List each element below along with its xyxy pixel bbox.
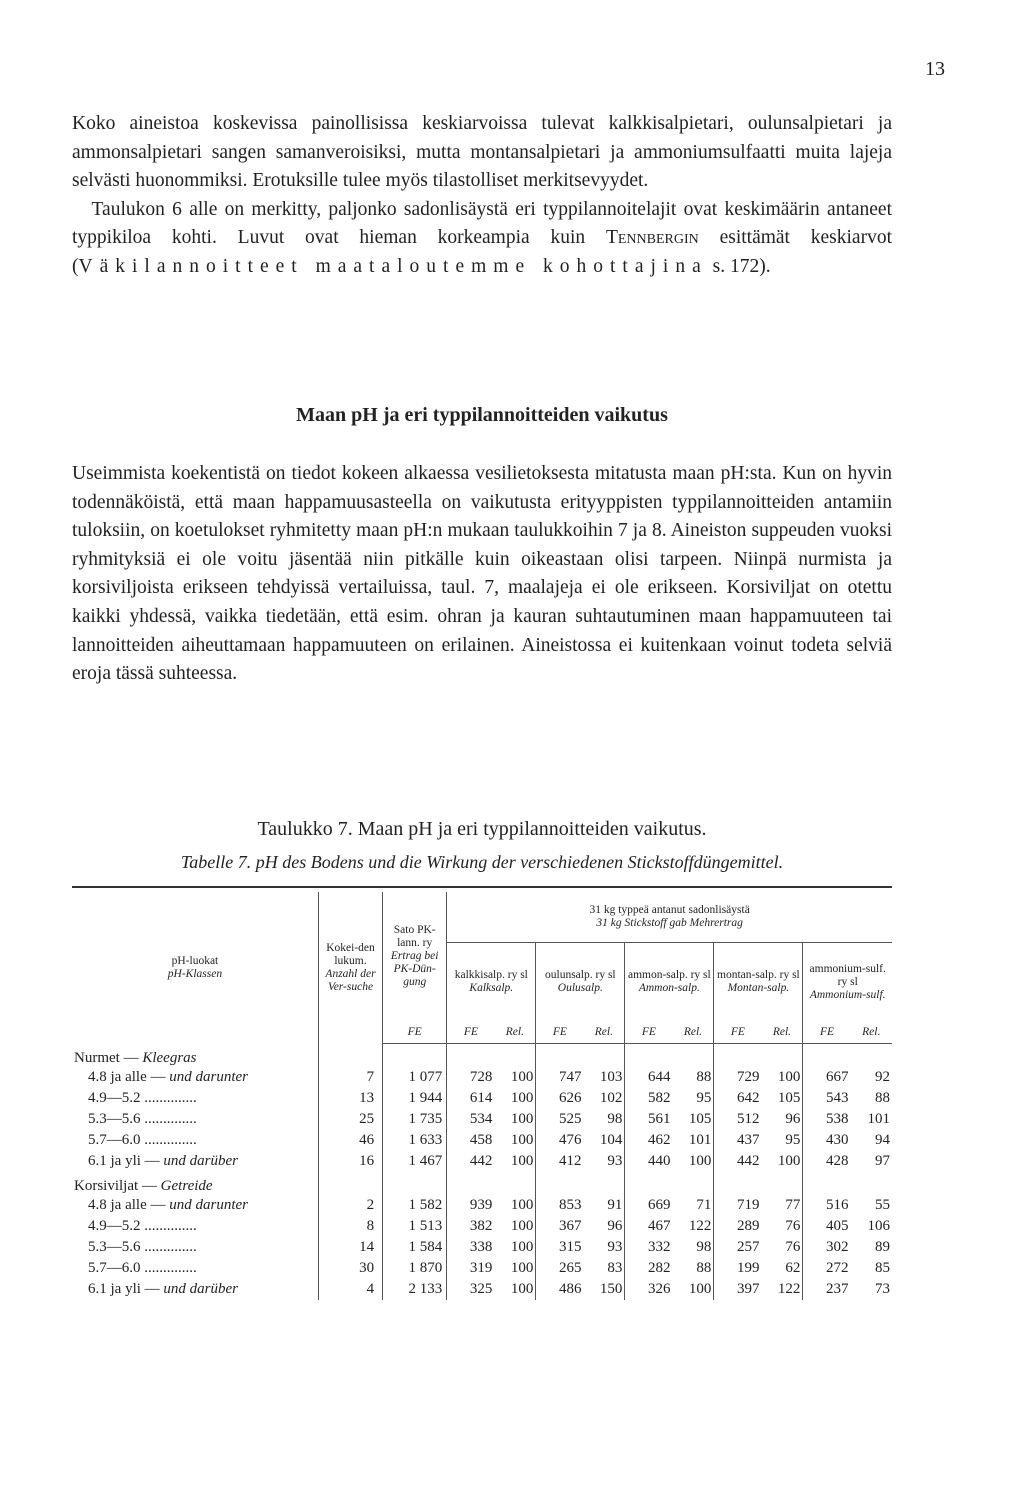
header-ph	[72, 892, 318, 1044]
table-row	[72, 1258, 892, 1279]
table-caption-de: Tabelle 7. pH des Bodens und die Wirkung der verschiedenen Stickstoffdüngemittel.	[180, 852, 784, 872]
header-yield	[383, 892, 447, 1021]
unit-rel: Rel.	[494, 1021, 535, 1044]
increase-fe: 614	[447, 1088, 495, 1109]
pk-yield: 1 077	[383, 1067, 447, 1088]
increase-rel: 100	[510, 1259, 534, 1276]
unit-rel: Rel.	[672, 1021, 713, 1044]
increase-fe: 538	[803, 1109, 851, 1130]
increase-fe: 467	[625, 1216, 673, 1237]
ph-class-fi: 5.7—6.0 ..............	[88, 1131, 197, 1148]
pk-yield: 1 467	[383, 1151, 447, 1172]
increase-fe: 853	[536, 1195, 584, 1216]
increase-fe: 729	[714, 1067, 762, 1088]
section-body	[72, 460, 892, 689]
ph-class-fi: 4.8 ja alle —	[88, 1068, 170, 1085]
unit-fe: FE	[447, 1021, 495, 1044]
trial-count: 4	[318, 1279, 382, 1300]
header-sulf-de: Ammonium-sulf.	[809, 988, 886, 1001]
increase-rel: 105	[688, 1110, 712, 1127]
group-label	[72, 1044, 318, 1067]
header-ammon-fi: ammon-salp. ry sl	[627, 969, 711, 981]
ph-class-fi: 4.8 ja alle —	[88, 1196, 170, 1213]
increase-fe: 516	[803, 1195, 851, 1216]
increase-fe: 237	[803, 1279, 851, 1300]
intro-text	[72, 110, 892, 282]
increase-rel: 89	[875, 1238, 890, 1255]
increase-fe: 326	[625, 1279, 673, 1300]
table-row	[72, 1237, 892, 1258]
trial-count: 14	[318, 1237, 382, 1258]
trial-count: 46	[318, 1130, 382, 1151]
increase-fe: 199	[714, 1258, 762, 1279]
increase-rel: 100	[510, 1089, 534, 1106]
ph-class-label	[72, 1237, 318, 1258]
increase-fe: 325	[447, 1279, 495, 1300]
increase-fe: 265	[536, 1258, 584, 1279]
header-ammon-de: Ammon-salp.	[638, 982, 700, 994]
increase-fe: 272	[803, 1258, 851, 1279]
intro-p2-part-b: esittämät keskiarvot (	[72, 227, 893, 277]
increase-fe: 442	[447, 1151, 495, 1172]
ph-class-label	[72, 1195, 318, 1216]
cited-title: Väkilannoitteet maataloutemme kohottajina	[78, 255, 708, 277]
unit-fe: FE	[383, 1021, 447, 1044]
pk-yield: 1 633	[383, 1130, 447, 1151]
increase-fe: 939	[447, 1195, 495, 1216]
header-group	[447, 892, 892, 943]
ph-class-de: und darüber	[163, 1280, 239, 1297]
increase-rel: 55	[875, 1196, 890, 1213]
pk-yield: 1 870	[383, 1258, 447, 1279]
table-row	[72, 1130, 892, 1151]
ph-class-fi: 4.9—5.2 ..............	[88, 1089, 197, 1106]
header-yield-fi: Sato PK-lann. ry	[393, 924, 436, 949]
table-row	[72, 1067, 892, 1088]
increase-fe: 534	[447, 1109, 495, 1130]
header-oulu	[536, 943, 625, 1022]
header-montan	[714, 943, 803, 1022]
table-top-rule	[72, 886, 892, 888]
ph-class-fi: 5.7—6.0 ..............	[88, 1259, 197, 1276]
group-name-de: Getreide	[160, 1177, 213, 1194]
group-row	[72, 1044, 892, 1067]
increase-fe: 257	[714, 1237, 762, 1258]
increase-rel: 122	[688, 1217, 712, 1234]
section-heading: Maan pH ja eri typpilannoitteiden vaikutus	[296, 404, 668, 426]
header-sulf	[803, 943, 892, 1022]
trial-count: 16	[318, 1151, 382, 1172]
group-name-fi: Nurmet —	[74, 1049, 143, 1066]
header-group-fi: 31 kg typpeä antanut sadonlisäystä	[589, 904, 750, 916]
increase-rel: 95	[696, 1089, 712, 1106]
increase-rel: 100	[777, 1152, 801, 1169]
increase-fe: 428	[803, 1151, 851, 1172]
trial-count: 25	[318, 1109, 382, 1130]
increase-fe: 332	[625, 1237, 673, 1258]
increase-fe: 719	[714, 1195, 762, 1216]
table-row	[72, 1195, 892, 1216]
table-row	[72, 1216, 892, 1237]
header-ph-de: pH-Klassen	[167, 967, 223, 980]
increase-fe: 747	[536, 1067, 584, 1088]
header-kalk-de: Kalksalp.	[469, 982, 514, 994]
increase-rel: 96	[607, 1217, 623, 1234]
ph-class-label	[72, 1279, 318, 1300]
increase-fe: 412	[536, 1151, 584, 1172]
ph-class-de: und darüber	[163, 1152, 239, 1169]
increase-fe: 382	[447, 1216, 495, 1237]
pk-yield: 1 582	[383, 1195, 447, 1216]
group-name-de: Kleegras	[142, 1049, 197, 1066]
increase-fe: 626	[536, 1088, 584, 1109]
header-count-de: Anzahl der Ver-suche	[325, 967, 376, 993]
increase-rel: 100	[777, 1068, 801, 1085]
increase-fe: 405	[803, 1216, 851, 1237]
ph-class-label	[72, 1130, 318, 1151]
increase-fe: 437	[714, 1130, 762, 1151]
header-kalk	[447, 943, 536, 1022]
intro-p2-part-a: Taulukon 6 alle on merkitty, paljonko sadonlisäystä eri typpilannoitelajit ovat keskimäärin antaneet typpikiloa kohti. Luvut ovat hieman korkeampia kuin	[72, 198, 892, 249]
increase-rel: 100	[510, 1196, 534, 1213]
pk-yield: 2 133	[383, 1279, 447, 1300]
increase-rel: 100	[510, 1068, 534, 1085]
increase-rel: 88	[696, 1259, 712, 1276]
increase-rel: 103	[599, 1068, 623, 1085]
ph-class-fi: 5.3—5.6 ..............	[88, 1238, 197, 1255]
increase-fe: 642	[714, 1088, 762, 1109]
trial-count: 8	[318, 1216, 382, 1237]
increase-rel: 76	[785, 1238, 801, 1255]
increase-rel: 102	[599, 1089, 623, 1106]
increase-fe: 525	[536, 1109, 584, 1130]
intro-paragraph-1: Koko aineistoa koskevissa painollisissa keskiarvoissa tulevat kalkkisalpietari, oulunsalpietari ja ammonsalpietari sangen samanveroisiksi, mutta montansalpietari ja ammoniumsulfaatti muita lajeja selvästi huonommiksi. Erotuksille tulee myös tilastolliset merkitsevyydet.	[72, 113, 892, 192]
increase-rel: 93	[607, 1238, 623, 1255]
header-count	[318, 892, 382, 1044]
increase-rel: 96	[785, 1110, 801, 1127]
increase-rel: 88	[696, 1068, 712, 1085]
increase-rel: 98	[696, 1238, 712, 1255]
table-body	[72, 1044, 892, 1300]
header-group-de: 31 kg Stickstoff gab Mehrertrag	[596, 917, 743, 929]
page-number: 13	[925, 58, 945, 80]
intro-p2-part-c: s. 172).	[707, 255, 771, 277]
trial-count: 2	[318, 1195, 382, 1216]
increase-rel: 122	[777, 1280, 801, 1297]
increase-rel: 94	[875, 1131, 890, 1148]
ph-class-label	[72, 1088, 318, 1109]
increase-fe: 440	[625, 1151, 673, 1172]
increase-rel: 100	[510, 1152, 534, 1169]
increase-rel: 83	[607, 1259, 623, 1276]
trial-count: 30	[318, 1258, 382, 1279]
ph-class-fi: 5.3—5.6 ..............	[88, 1110, 197, 1127]
increase-fe: 728	[447, 1067, 495, 1088]
data-table	[72, 892, 892, 1300]
increase-fe: 669	[625, 1195, 673, 1216]
group-row	[72, 1172, 892, 1195]
increase-rel: 100	[510, 1238, 534, 1255]
pk-yield: 1 944	[383, 1088, 447, 1109]
ph-class-fi: 6.1 ja yli —	[88, 1280, 164, 1297]
header-oulu-de: Oulusalp.	[557, 982, 603, 994]
unit-fe: FE	[625, 1021, 673, 1044]
ph-class-fi: 6.1 ja yli —	[88, 1152, 164, 1169]
table-row	[72, 1279, 892, 1300]
header-sulf-fi: ammonium-sulf. ry sl	[809, 962, 886, 988]
increase-rel: 71	[696, 1196, 712, 1213]
ph-class-de: und darunter	[169, 1196, 248, 1213]
table-row	[72, 1088, 892, 1109]
increase-fe: 543	[803, 1088, 851, 1109]
table-row	[72, 1109, 892, 1130]
increase-rel: 97	[875, 1152, 890, 1169]
header-ammon	[625, 943, 714, 1022]
increase-fe: 397	[714, 1279, 762, 1300]
increase-rel: 106	[867, 1217, 890, 1234]
increase-rel: 91	[607, 1196, 623, 1213]
increase-fe: 282	[625, 1258, 673, 1279]
increase-fe: 561	[625, 1109, 673, 1130]
pk-yield: 1 584	[383, 1237, 447, 1258]
ph-class-label	[72, 1151, 318, 1172]
increase-rel: 101	[688, 1131, 712, 1148]
increase-fe: 582	[625, 1088, 673, 1109]
increase-rel: 105	[777, 1089, 801, 1106]
header-oulu-fi: oulunsalp. ry sl	[545, 969, 616, 981]
table-caption-fi: Taulukko 7. Maan pH ja eri typpilannoitteiden vaikutus.	[257, 818, 707, 840]
pk-yield: 1 735	[383, 1109, 447, 1130]
ph-class-de: und darunter	[169, 1068, 248, 1085]
ph-class-label	[72, 1216, 318, 1237]
increase-rel: 88	[875, 1089, 890, 1106]
increase-fe: 486	[536, 1279, 584, 1300]
table-row	[72, 1151, 892, 1172]
increase-rel: 100	[510, 1131, 534, 1148]
increase-rel: 77	[785, 1196, 801, 1213]
header-yield-de: Ertrag bei PK-Dün-gung	[390, 950, 439, 988]
increase-fe: 458	[447, 1130, 495, 1151]
increase-rel: 98	[607, 1110, 623, 1127]
section-paragraph: Useimmista koekentistä on tiedot kokeen alkaessa vesilietoksesta mitatusta maan pH:sta. Kun on hyvin todennäköistä, että maan happamuusasteella on vaikutusta erityyppisten typpilannoitteiden antamiin tuloksiin, on koetulokset ryhmitetty maan pH:n mukaan taulukkoihin 7 ja 8. Aineiston suppeuden vuoksi ryhmityksiä ei ole voitu jäsentää niin pitkälle kuin oikeastaan olisi tarpeen. Niinpä nurmista ja korsiviljoista erikseen tehdyissä vertailuissa, taul. 7, maalajeja ei ole erikseen. Korsiviljat on otettu kaikki yhdessä, vaikka tiedetään, että esim. ohran ja kauran suhtautuminen maan happamuuteen tai lannoitteiden aiheuttamaan happamuuteen on erilainen. Aineistossa ei kuitenkaan voinut todeta selviä eroja tässä suhteessa.	[72, 463, 892, 685]
increase-rel: 93	[607, 1152, 623, 1169]
increase-rel: 100	[510, 1280, 534, 1297]
increase-fe: 430	[803, 1130, 851, 1151]
increase-fe: 315	[536, 1237, 584, 1258]
increase-rel: 76	[785, 1217, 801, 1234]
increase-fe: 667	[803, 1067, 851, 1088]
increase-fe: 442	[714, 1151, 762, 1172]
unit-rel: Rel.	[583, 1021, 624, 1044]
increase-rel: 95	[785, 1131, 801, 1148]
increase-fe: 462	[625, 1130, 673, 1151]
increase-rel: 100	[510, 1217, 534, 1234]
ph-class-label	[72, 1109, 318, 1130]
group-label	[72, 1172, 318, 1195]
ph-class-label	[72, 1258, 318, 1279]
author-name: Tennbergin	[605, 227, 699, 249]
increase-rel: 85	[875, 1259, 890, 1276]
increase-fe: 319	[447, 1258, 495, 1279]
increase-rel: 101	[867, 1110, 890, 1127]
increase-fe: 289	[714, 1216, 762, 1237]
increase-fe: 644	[625, 1067, 673, 1088]
header-ph-fi: pH-luokat	[171, 954, 219, 967]
increase-fe: 476	[536, 1130, 584, 1151]
unit-rel: Rel.	[851, 1021, 892, 1044]
increase-fe: 512	[714, 1109, 762, 1130]
increase-fe: 338	[447, 1237, 495, 1258]
increase-rel: 100	[688, 1152, 712, 1169]
header-kalk-fi: kalkkisalp. ry sl	[454, 969, 528, 981]
unit-fe: FE	[536, 1021, 584, 1044]
intro-paragraph-2	[72, 196, 892, 282]
unit-rel: Rel.	[762, 1021, 803, 1044]
increase-rel: 73	[875, 1280, 890, 1297]
header-montan-de: Montan-salp.	[727, 982, 790, 994]
increase-fe: 367	[536, 1216, 584, 1237]
header-count-fi: Kokei-den lukum.	[326, 941, 375, 967]
pk-yield: 1 513	[383, 1216, 447, 1237]
header-montan-fi: montan-salp. ry sl	[717, 969, 800, 981]
ph-class-label	[72, 1067, 318, 1088]
increase-rel: 150	[599, 1280, 623, 1297]
unit-fe: FE	[803, 1021, 851, 1044]
increase-rel: 62	[785, 1259, 801, 1276]
increase-rel: 100	[688, 1280, 712, 1297]
increase-rel: 100	[510, 1110, 534, 1127]
group-name-fi: Korsiviljat —	[74, 1177, 161, 1194]
increase-rel: 92	[875, 1068, 890, 1085]
increase-rel: 104	[599, 1131, 623, 1148]
trial-count: 7	[318, 1067, 382, 1088]
trial-count: 13	[318, 1088, 382, 1109]
increase-fe: 302	[803, 1237, 851, 1258]
unit-fe: FE	[714, 1021, 762, 1044]
ph-class-fi: 4.9—5.2 ..............	[88, 1217, 197, 1234]
